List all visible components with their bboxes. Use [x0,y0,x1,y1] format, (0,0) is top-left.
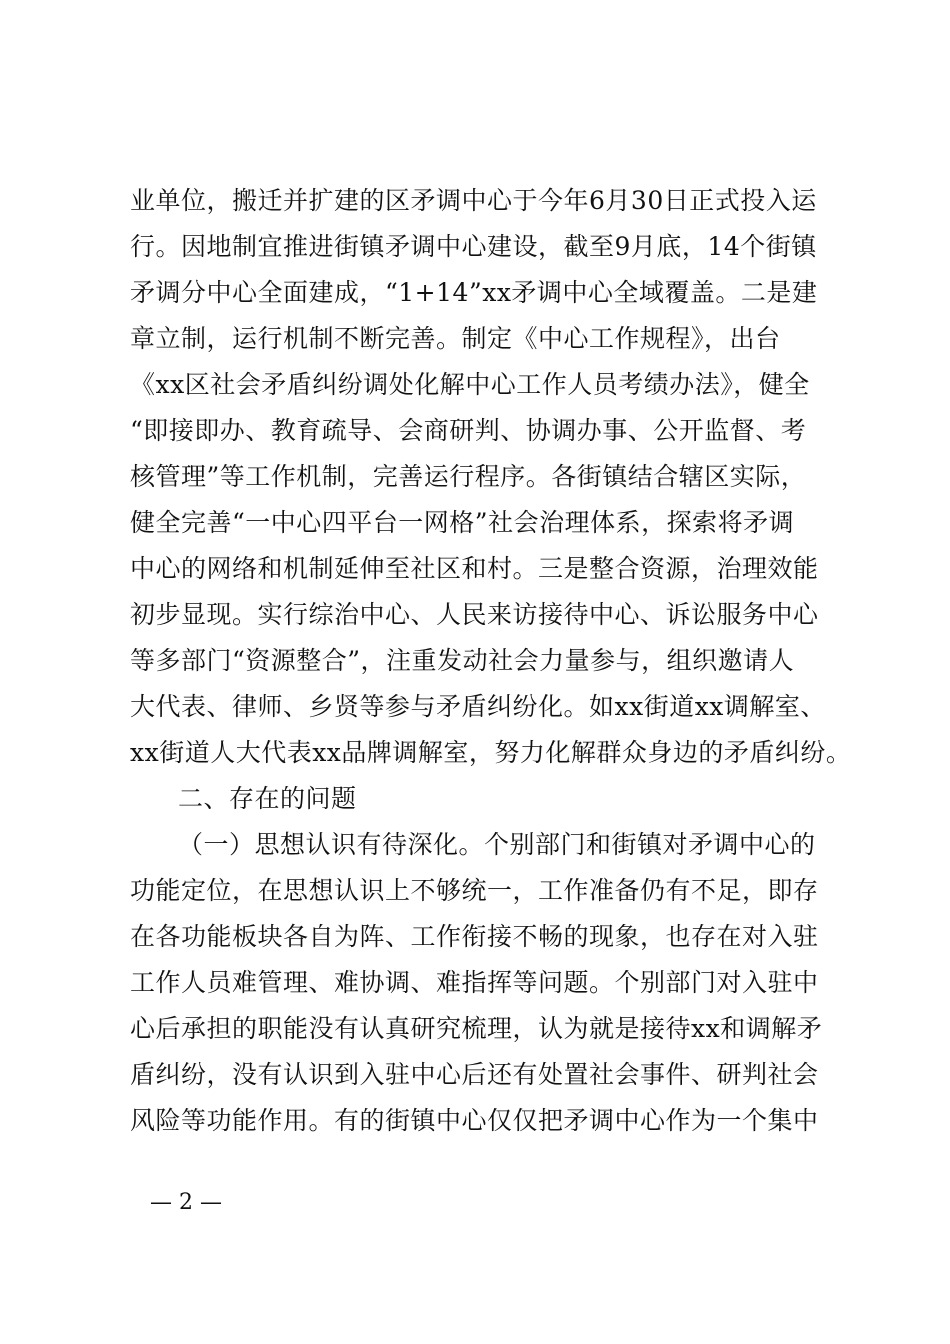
body-text-line: 《xx区社会矛盾纠纷调处化解中心工作人员考绩办法》，健全 [130,370,810,399]
body-text-line: 工作人员难管理、难协调、难指挥等问题。个别部门对入驻中 [130,968,819,997]
subsection-heading-line: （一）思想认识有待深化。个别部门和街镇对矛调中心的 [178,830,816,859]
body-text-line: 章立制，运行机制不断完善。制定《中心工作规程》，出台 [130,324,781,353]
body-text-line: “即接即办、教育疏导、会商研判、协调办事、公开监督、考 [130,416,807,445]
body-text-line: 健全完善“一中心四平台一网格”社会治理体系，探索将矛调 [130,508,795,537]
body-text-line: 核管理”等工作机制，完善运行程序。各街镇结合辖区实际， [130,462,807,491]
body-text-line: xx街道人大代表xx品牌调解室，努力化解群众身边的矛盾纠纷。 [130,738,852,767]
body-text-line: 在各功能板块各自为阵、工作衔接不畅的现象，也存在对入驻 [130,922,819,951]
body-text-line: 功能定位，在思想认识上不够统一，工作准备仍有不足，即存 [130,876,819,905]
body-text-line: 盾纠纷，没有认识到入驻中心后还有处置社会事件、研判社会 [130,1060,819,1089]
section-heading: 二、存在的问题 [178,784,357,813]
body-text-line: 业单位，搬迁并扩建的区矛调中心于今年6月30日正式投入运 [130,186,817,215]
body-text-line: 大代表、律师、乡贤等参与矛盾纠纷化。如xx街道xx调解室、 [130,692,826,721]
body-text-line: 心后承担的职能没有认真研究梳理，认为就是接待xx和调解矛 [130,1014,823,1043]
body-text-line: 中心的网络和机制延伸至社区和村。三是整合资源，治理效能 [130,554,819,583]
page-number: — 2 — [150,1190,222,1215]
body-text-line: 风险等功能作用。有的街镇中心仅仅把矛调中心作为一个集中 [130,1106,819,1135]
body-text-line: 行。因地制宜推进街镇矛调中心建设，截至9月底，14个街镇 [130,232,817,261]
body-text-line: 初步显现。实行综治中心、人民来访接待中心、诉讼服务中心 [130,600,819,629]
body-text-line: 等多部门“资源整合”，注重发动社会力量参与，组织邀请人 [130,646,795,675]
body-text-line: 矛调分中心全面建成，“1+14”xx矛调中心全域覆盖。二是建 [130,278,818,307]
